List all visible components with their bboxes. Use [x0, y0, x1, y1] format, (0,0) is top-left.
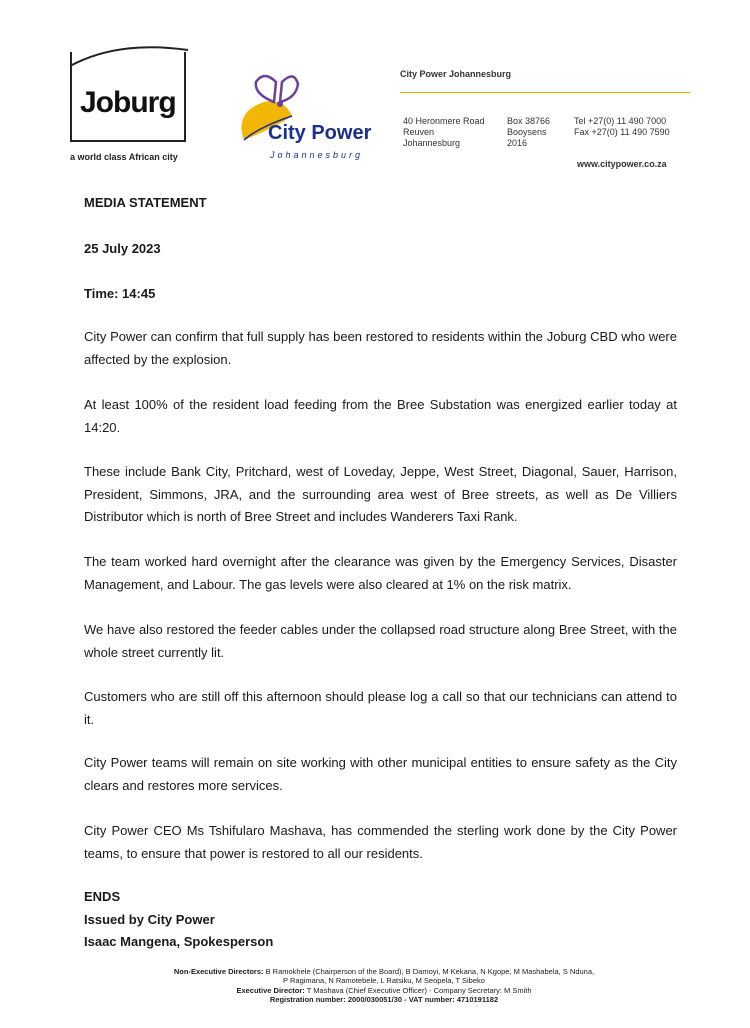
address-line: 40 Heronmere Road: [403, 116, 485, 126]
executive-label: Executive Director:: [236, 985, 305, 995]
joburg-logo-wordmark: Joburg: [80, 86, 176, 119]
city-power-logo-wordmark: City Power: [268, 122, 372, 144]
statement-heading: MEDIA STATEMENT: [84, 195, 207, 210]
telephone: Tel +27(0) 11 490 7000: [574, 116, 667, 126]
joburg-tagline: a world class African city: [70, 152, 178, 162]
statement-time: Time: 14:45: [84, 286, 156, 301]
directors-row: [84, 967, 684, 976]
board-footer: [84, 967, 684, 1005]
address-line: Johannesburg: [403, 138, 461, 148]
directors-list-continued: P Ragimana, N Ramotebele, L Ratsiku, M Seopela, T Sibeko: [283, 976, 485, 986]
vat-label: VAT number:: [408, 995, 455, 1005]
registration-row: Registration number: 2000/030051/30 - VAT number: 4710191182: [269, 995, 499, 1005]
body-paragraph: These include Bank City, Pritchard, west of Loveday, Jeppe, West Street, Diagonal, Sauer, Harrison, President, Simmons, JRA, and the surrounding area west of Bree streets, as well as De Villiers Distributor which is north of Bree Street and includes Wanderers Taxi Rank.: [84, 464, 677, 524]
executive-row: [84, 986, 684, 995]
directors-list: B Ramokhele (Chairperson of the Board), B Damoyi, M Kekana, N Kgope, M Mashabela, S Nduna,: [265, 967, 595, 976]
letterhead-divider: [400, 92, 690, 93]
body-paragraph: Customers who are still off this afternoon should please log a call so that our technicians can attend to it.: [84, 689, 677, 727]
letterhead-org-name: City Power Johannesburg: [400, 69, 512, 79]
postal-line: Booysens: [507, 127, 547, 137]
body-paragraph: The team worked hard overnight after the clearance was given by the Emergency Services, Disaster Management, and Labour. The gas levels were also cleared at 1% on the risk matrix.: [84, 554, 677, 592]
body-paragraph: City Power can confirm that full supply has been restored to residents within the Joburg CBD who were affected by the explosion.: [84, 329, 677, 367]
fax: Fax +27(0) 11 490 7590: [574, 127, 670, 137]
spokesperson: Isaac Mangena, Spokesperson: [84, 934, 274, 949]
executive-value: T Mashava (Chief Executive Officer) - Company Secretary: M Smith: [306, 985, 532, 995]
body-paragraph: City Power teams will remain on site working with other municipal entities to ensure safety as the City clears and restores more services.: [84, 755, 677, 793]
ends-marker: ENDS: [84, 889, 121, 904]
postal-line: Box 38766: [507, 116, 551, 126]
website-link[interactable]: www.citypower.co.za: [577, 159, 667, 169]
street-address: [403, 116, 485, 149]
postal-address: [507, 116, 550, 149]
body-paragraph: City Power CEO Ms Tshifularo Mashava, has commended the sterling work done by the City Power teams, to ensure that power is restored to all our residents.: [84, 823, 677, 861]
postal-line: 2016: [507, 138, 528, 148]
contact-numbers: [574, 116, 670, 138]
statement-date: 25 July 2023: [84, 241, 161, 256]
issued-by: Issued by City Power: [84, 912, 215, 927]
body-paragraph: We have also restored the feeder cables under the collapsed road structure along Bree Street, with the whole street currently lit.: [84, 622, 677, 660]
directors-label: Non-Executive Directors:: [173, 967, 264, 976]
registration-value: 2000/030051/30: [347, 995, 403, 1005]
address-line: Reuven: [403, 127, 435, 137]
registration-label: Registration number:: [269, 995, 346, 1005]
city-power-logo-subtitle: Johannesburg: [270, 150, 364, 160]
vat-value: 4710191182: [456, 995, 499, 1005]
body-paragraph: At least 100% of the resident load feeding from the Bree Substation was energized earlier today at 14:20.: [84, 397, 677, 435]
